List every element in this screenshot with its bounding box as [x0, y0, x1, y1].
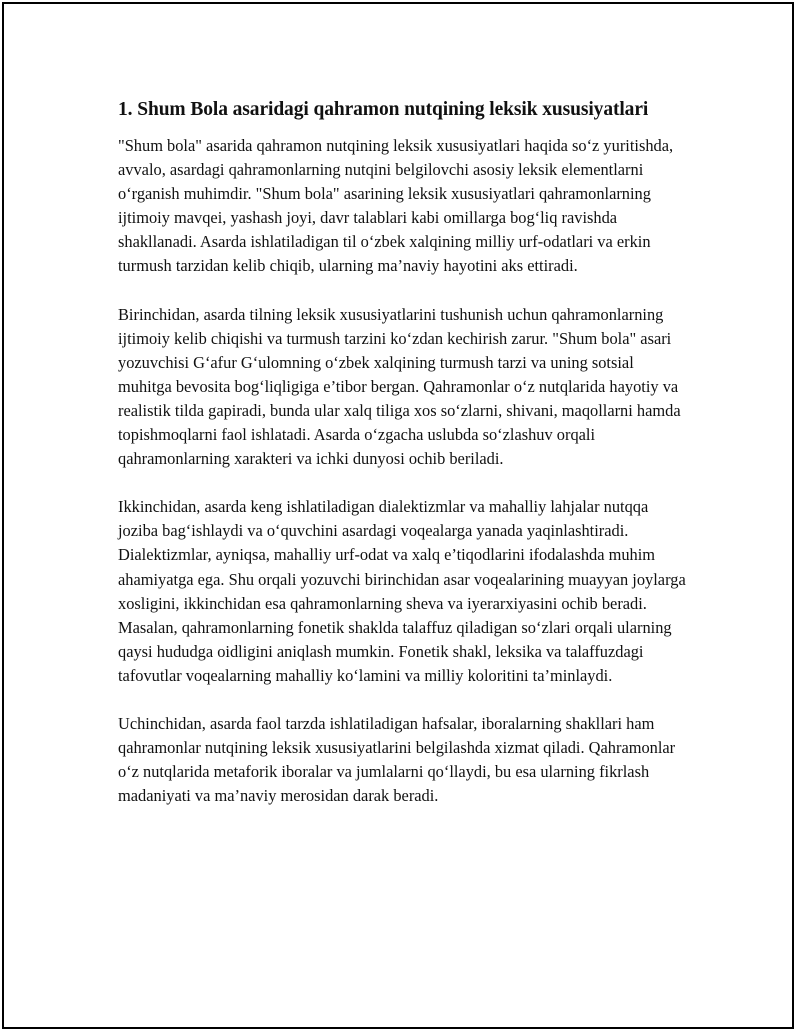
section-heading: 1. Shum Bola asaridagi qahramon nutqining leksik xususiyatlari [118, 99, 649, 120]
document-body [118, 96, 690, 832]
paragraph-third: Uchinchidan, asarda faol tarzda ishlatiladigan hafsalar, iboralarning shakllari ham qahramonlar nutqining leksik xususiyatlarini belgilashda xizmat qiladi. Qahramonlar o‘z nutqlarida metaforik iboralar va jumlalarni qo‘llaydi, bu esa ularning fikrlash madaniyati va ma’naviy merosidan darak beradi. [118, 713, 676, 806]
paragraph-intro: "Shum bola" asarida qahramon nutqining leksik xususiyatlari haqida so‘z yuritishda, avvalo, asardagi qahramonlarning nutqini belgilovchi asosiy leksik elementlarni o‘rganish muhimdir. "Shum bola" asarining leksik xususiyatlari qahramonlarning ijtimoiy mavqei, yashash joyi, davr talablari kabi omillarga bog‘liq ravishda shakllanadi. Asarda ishlatiladigan til o‘zbek xalqining milliy urf-odatlari va erkin turmush tarzidan kelib chiqib, ularning ma’naviy hayotini aks ettiradi. [118, 136, 674, 276]
paragraph-second: Ikkinchidan, asarda keng ishlatiladigan dialektizmlar va mahalliy lahjalar nutqqa joziba bag‘ishlaydi va o‘quvchini asardagi voqealarga yanada yaqinlashtiradi. Dialektizmlar, ayniqsa, mahalliy urf-odat va xalq e’tiqodlarini ifodalashda muhim ahamiyatga ega. Shu orqali yozuvchi birinchidan asar voqealarining muayyan joylarga xosligini, ikkinchidan esa qahramonlarning sheva va iyerarxiyasini ochib beradi. Masalan, qahramonlarning fonetik shaklda talaffuz qiladigan so‘zlari orqali ularning qaysi hududga oidligini aniqlash mumkin. Fonetik shakl, leksika va talaffuzdagi tafovutlar voqealarning mahalliy ko‘lamini va milliy koloritini ta’minlaydi. [118, 497, 686, 685]
paragraph-first: Birinchidan, asarda tilning leksik xususiyatlarini tushunish uchun qahramonlarning ijtimoiy kelib chiqishi va turmush tarzini ko‘zdan kechirish zarur. "Shum bola" asari yozuvchisi G‘afur G‘ulomning o‘zbek xalqining turmush tarzi va uning sotsial muhitga bevosita bog‘liqligiga e’tibor bergan. Qahramonlar o‘z nutqlarida hayotiy va realistik tilda gapiradi, bunda ular xalq tiliga xos so‘zlarni, shivani, maqollarni hamda topishmoqlarni faol ishlatadi. Asarda o‘zgacha uslubda so‘zlashuv orqali qahramonlarning xarakteri va ichki dunyosi ochib beriladi. [118, 304, 681, 469]
